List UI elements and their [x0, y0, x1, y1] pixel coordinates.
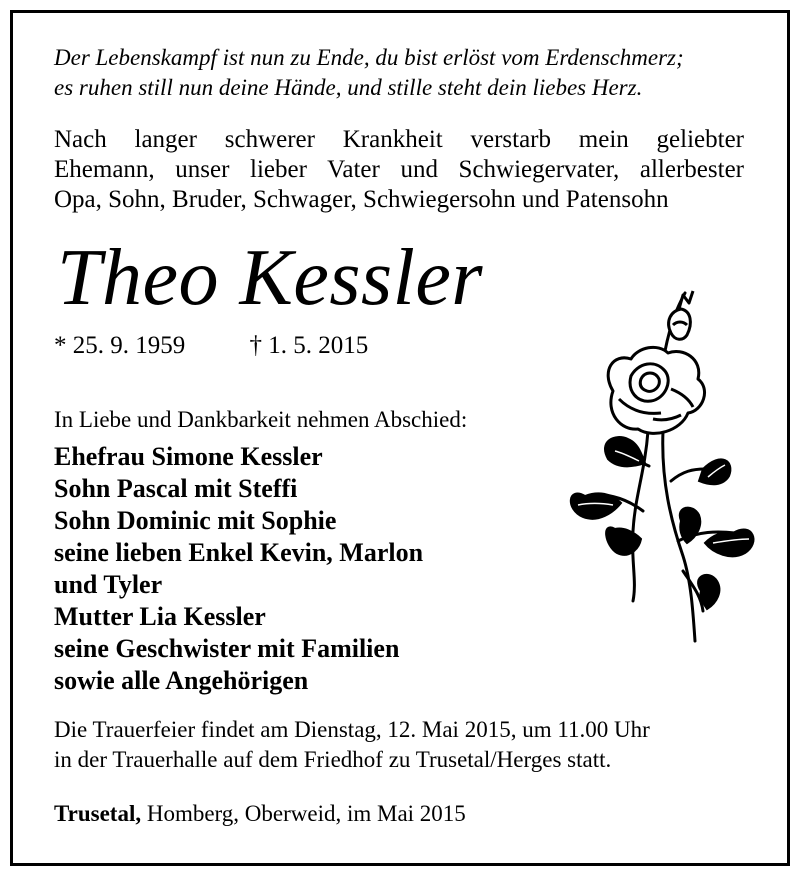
- mourner-item: Mutter Lia Kessler: [54, 602, 266, 631]
- intro-text: [54, 125, 744, 215]
- mourner-item: seine lieben Enkel Kevin, Marlon: [54, 538, 424, 567]
- obituary-frame: [10, 10, 790, 866]
- intro-line: Ehemann, unser lieber Vater und Schwiegervater, allerbester: [54, 156, 744, 183]
- service-line: Die Trauerfeier findet am Dienstag, 12. Mai 2015, um 11.00 Uhr: [54, 717, 650, 742]
- service-info: [54, 715, 650, 775]
- mourner-item: seine Geschwister mit Familien: [54, 634, 400, 663]
- intro-line: Nach langer schwerer Krankheit verstarb mein geliebter: [54, 126, 744, 153]
- farewell-line: In Liebe und Dankbarkeit nehmen Abschied:: [54, 407, 468, 432]
- place-rest: Homberg, Oberweid, im Mai 2015: [141, 801, 466, 826]
- service-line: in der Trauerhalle auf dem Friedhof zu Trusetal/Herges statt.: [54, 747, 612, 772]
- intro-line: Opa, Sohn, Bruder, Schwager, Schwiegersohn und Patensohn: [54, 186, 669, 213]
- place-date-line: [54, 799, 466, 829]
- mourners-list: [54, 441, 423, 697]
- motto-verse: [54, 43, 754, 103]
- mourner-item: und Tyler: [54, 570, 163, 599]
- deceased-name: Theo Kessler: [57, 234, 483, 322]
- birth-date: * 25. 9. 1959: [54, 332, 186, 359]
- life-dates: [54, 331, 368, 361]
- mourner-item: sowie alle Angehörigen: [54, 666, 309, 695]
- death-date: † 1. 5. 2015: [249, 332, 369, 359]
- rose-illustration-icon: [553, 281, 763, 651]
- mourner-item: Sohn Dominic mit Sophie: [54, 506, 337, 535]
- motto-line: es ruhen still nun deine Hände, und stille steht dein liebes Herz.: [54, 75, 643, 100]
- place-bold: Trusetal,: [54, 801, 142, 826]
- motto-line: Der Lebenskampf ist nun zu Ende, du bist erlöst vom Erdenschmerz;: [54, 45, 684, 70]
- mourner-item: Sohn Pascal mit Steffi: [54, 474, 298, 503]
- mourner-item: Ehefrau Simone Kessler: [54, 442, 323, 471]
